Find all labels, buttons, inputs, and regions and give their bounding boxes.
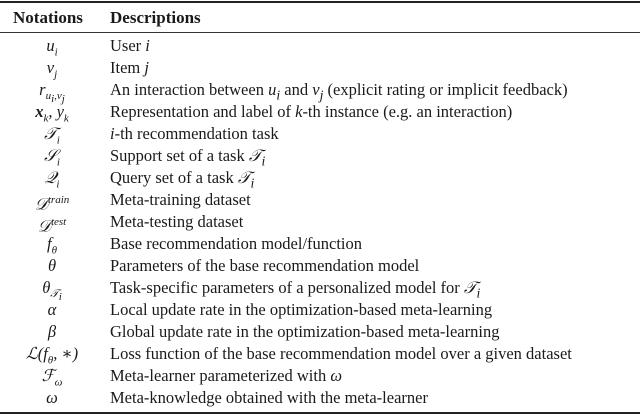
table-row [0, 211, 640, 236]
table-row [0, 167, 640, 189]
notation-cell: $\theta_{𝒯_i}$ [42, 278, 62, 304]
table-row [0, 387, 640, 409]
table-row [0, 343, 640, 365]
notation-cell: 𝒮$_i$ [44, 146, 60, 169]
notation-cell: 𝒬$_i$ [44, 168, 60, 191]
notation-cell: 𝒟$^{test}$ [37, 216, 67, 236]
notation-cell: $r_{u_i,v_j}$ [39, 80, 65, 106]
table-row [0, 145, 640, 167]
notation-cell: θ [47, 256, 57, 275]
description-cell: Global update rate in the optimization-based meta-learning [110, 322, 500, 341]
notation-cell: $u_i$ [46, 36, 58, 59]
description-cell: Meta-learner parameterized with ω [110, 366, 342, 385]
description-cell: Parameters of the base recommendation model [110, 256, 420, 275]
notation-cell: $f_\theta$ [47, 234, 57, 257]
table-row [0, 57, 640, 79]
header-rule [0, 32, 640, 33]
description-cell: Item j [110, 58, 149, 77]
notation-cell: $ℒ(f_\theta$, ∗) [25, 344, 79, 367]
table-row [0, 189, 640, 214]
table-row [0, 255, 640, 277]
table-body [0, 35, 640, 409]
description-cell: Representation and label of k-th instance (e.g. an interaction) [110, 102, 513, 121]
table-row [0, 365, 640, 387]
table-row [0, 101, 640, 123]
header-descriptions: Descriptions [110, 8, 201, 27]
description-cell: User i [110, 36, 150, 55]
description-cell: Loss function of the base recommendation model over a given dataset [110, 344, 572, 363]
table-row [0, 277, 640, 304]
notation-cell: $x_k$, $y_k$ [35, 102, 69, 125]
top-rule [0, 1, 640, 3]
description-cell: Meta-training dataset [110, 190, 251, 209]
notation-cell: 𝒟$^{train}$ [34, 194, 70, 214]
description-cell: Task-specific parameters of a personalized model for 𝒯$_i$ [110, 278, 481, 301]
bottom-rule [0, 412, 640, 414]
table-row [0, 321, 640, 343]
description-cell: An interaction between $u_i$ and $v_j$ (explicit rating or implicit feedback) [110, 80, 568, 103]
table-row [0, 79, 640, 106]
notation-cell: β [47, 322, 57, 341]
description-cell: Support set of a task 𝒯$_i$ [110, 146, 266, 169]
table-row [0, 35, 640, 57]
description-cell: Local update rate in the optimization-based meta-learning [110, 300, 493, 319]
description-cell: Meta-testing dataset [110, 212, 244, 231]
description-cell: i-th recommendation task [110, 124, 279, 143]
notation-cell: 𝒯$_i$ [44, 124, 60, 147]
description-cell: Query set of a task 𝒯$_i$ [110, 168, 255, 191]
notation-cell: α [47, 300, 57, 319]
table-row [0, 233, 640, 255]
table-row [0, 299, 640, 321]
table-row [0, 123, 640, 145]
description-cell: Meta-knowledge obtained with the meta-learner [110, 388, 428, 407]
notation-cell: ω [46, 388, 58, 407]
description-cell: Base recommendation model/function [110, 234, 363, 253]
header-notations: Notations [13, 8, 83, 27]
notation-cell: ℱ$_\omega$ [41, 366, 63, 389]
notation-cell: $v_j$ [46, 58, 58, 81]
